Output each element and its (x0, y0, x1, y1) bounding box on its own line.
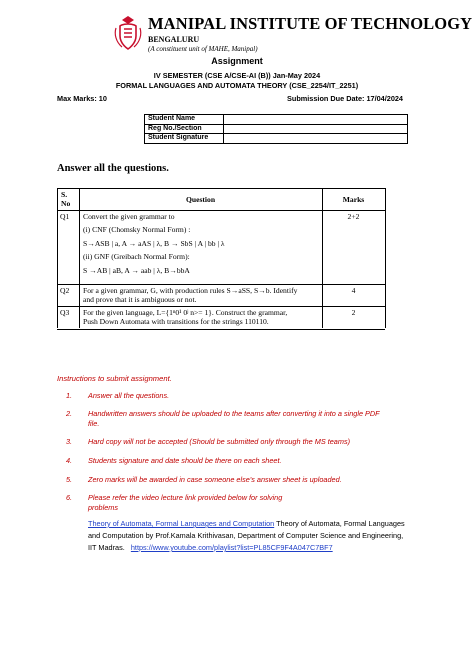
institute-tagline: (A constituent unit of MAHE, Manipal) (148, 45, 258, 53)
student-signature-value (224, 134, 408, 144)
answer-all-heading: Answer all the questions. (57, 163, 169, 174)
instruction-text: Handwritten answers should be uploaded to the teams after converting it into a single PDF file. (88, 409, 380, 428)
student-signature-label: Student Signature (145, 134, 224, 144)
table-header-row (57, 188, 385, 211)
q1-line: (i) CNF (Chomsky Normal Form) : (83, 225, 191, 234)
q3-number: Q3 (60, 308, 70, 317)
student-details-table (144, 114, 408, 144)
q3-line: Push Down Automata with transitions for the strings 110110. (83, 317, 269, 326)
q1-number: Q1 (60, 212, 70, 221)
marks-header: Marks (342, 195, 365, 204)
student-name-label: Student Name (145, 115, 224, 125)
instruction-text: Answer all the questions. (88, 391, 170, 400)
reference-paragraph (88, 518, 408, 554)
institute-city: BENGALURU (148, 35, 200, 44)
course-link[interactable]: Theory of Automata, Formal Languages and Computation (88, 519, 275, 528)
document-title: Assignment (211, 56, 263, 66)
instruction-number: 5. (66, 475, 73, 484)
q2-marks: 4 (351, 286, 356, 295)
mit-logo-icon (112, 14, 144, 52)
table-row (57, 306, 385, 330)
q2-text (83, 286, 297, 304)
table-row (145, 134, 408, 144)
q1-line: S →AB | aB, A → aab | λ, B→bbA (83, 266, 190, 275)
q1-marks: 2+2 (347, 212, 360, 221)
institute-name: MANIPAL INSTITUTE OF TECHNOLOGY (148, 14, 473, 33)
q3-marks: 2 (351, 308, 356, 317)
table-row (57, 284, 385, 307)
reg-no-label: Reg No./Section (145, 124, 224, 134)
question-header: Question (185, 195, 216, 204)
sno-header (61, 190, 75, 208)
instruction-text: Zero marks will be awarded in case someone else's answer sheet is uploaded. (88, 475, 342, 484)
student-name-value (224, 115, 408, 125)
table-row (145, 115, 408, 125)
reg-no-value (224, 124, 408, 134)
instruction-number: 4. (66, 456, 73, 465)
reference-text: Theory of Automata, Formal Languages and Computation by Prof.Kamala Krithivasan, Department of Computer Science and Engineering, IIT Madras. (88, 519, 405, 552)
max-marks: Max Marks: 10 (57, 94, 107, 103)
q1-text (83, 212, 225, 275)
q2-line: For a given grammar, G, with production rules S→aSS, S→b. Identify (83, 286, 298, 295)
q3-text (83, 308, 287, 326)
table-row (145, 124, 408, 134)
q1-line: (ii) GNF (Greibach Normal Form): (83, 252, 190, 261)
instruction-text: Please refer the video lecture link provided below for solving problems (88, 493, 283, 512)
semester-line: IV SEMESTER (CSE A/CSE-AI (B)) Jan-May 2024 (153, 71, 321, 80)
q2-number: Q2 (60, 286, 70, 295)
instruction-text: Students signature and date should be there on each sheet. (88, 456, 282, 465)
table-border-right (385, 188, 386, 328)
instructions-title: Instructions to submit assignment. (57, 374, 172, 383)
due-date: Submission Due Date: 17/04/2024 (287, 94, 403, 103)
question-table (57, 188, 385, 328)
instruction-number: 1. (66, 391, 73, 400)
instruction-number: 3. (66, 437, 73, 446)
q1-line: S→ASB | a, A → aAS | λ, B → SbS | A | bb | λ (83, 239, 225, 248)
youtube-playlist-link[interactable]: https://www.youtube.com/playlist?list=PL85CF9F4A047C7BF7 (130, 543, 333, 552)
instruction-text: Hard copy will not be accepted (Should be submitted only through the MS teams) (88, 437, 351, 446)
q1-line: Convert the given grammar to (83, 212, 175, 221)
table-row (57, 210, 385, 285)
course-line: FORMAL LANGUAGES AND AUTOMATA THEORY (CSE_2254/IT_2251) (115, 81, 359, 90)
q3-line: For the given language, L={1ⁿ0¹ 0ʲ n>= 1}. Construct the grammar, (83, 308, 288, 317)
instruction-number: 6. (66, 493, 73, 502)
sno-header-text: S. No (61, 190, 71, 208)
q2-line: and prove that it is ambiguous or not. (83, 295, 197, 304)
instruction-number: 2. (66, 409, 73, 418)
institute-header (112, 12, 473, 60)
